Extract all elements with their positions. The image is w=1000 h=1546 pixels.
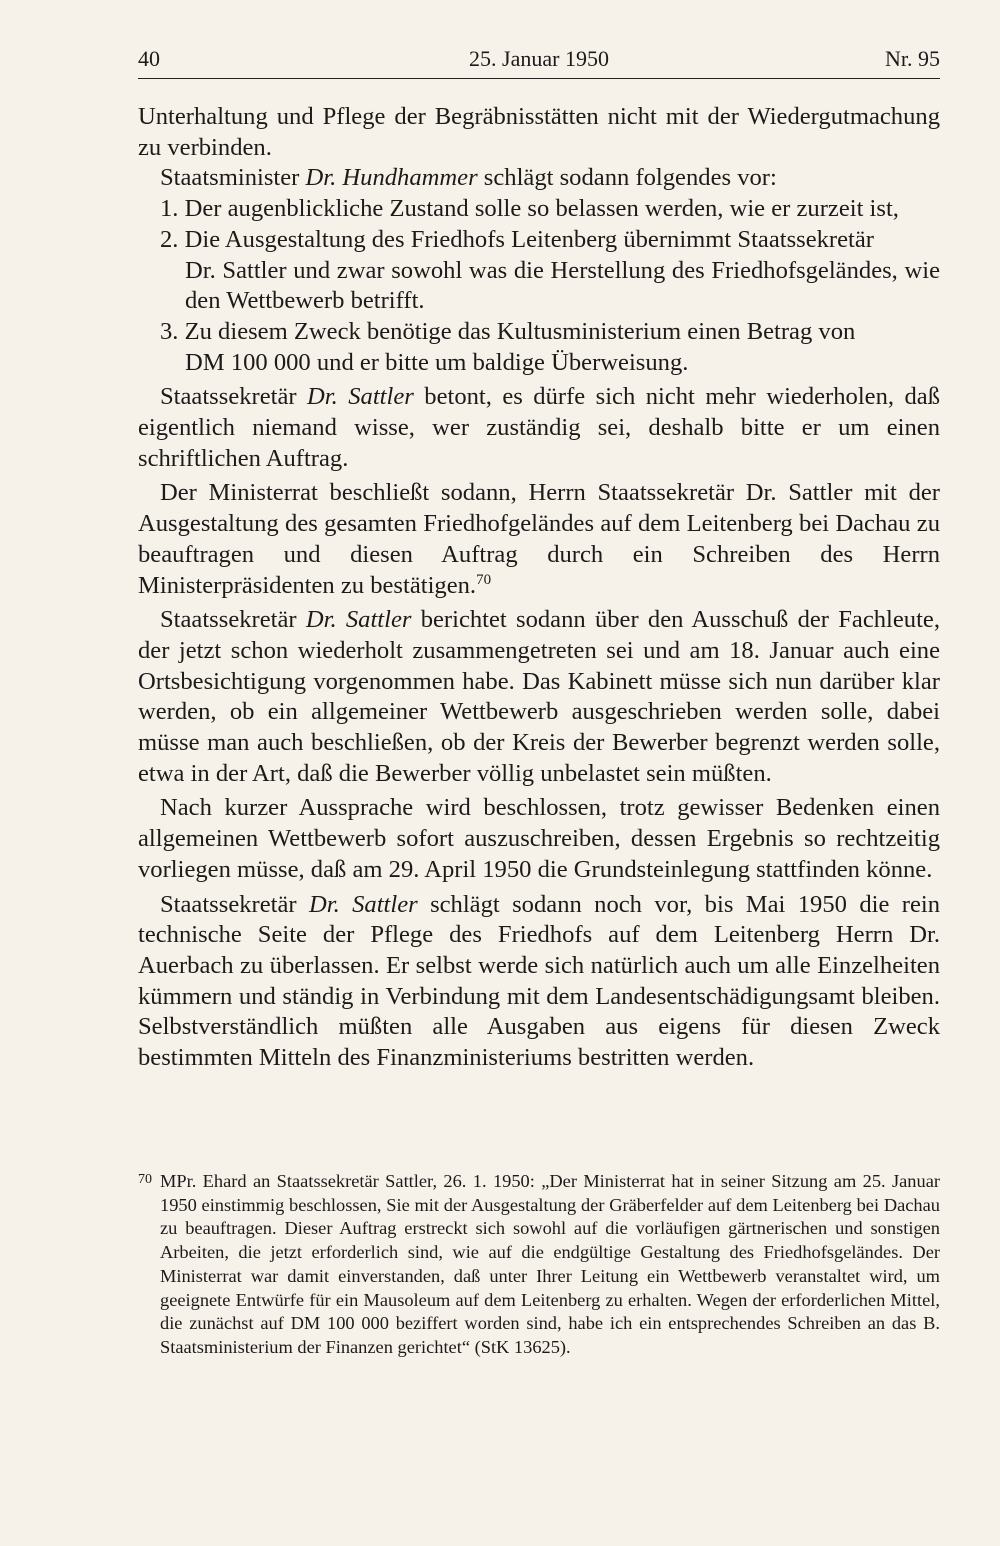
footnote-reference: 70 [476, 571, 492, 588]
speaker-name: Dr. Sattler [305, 606, 412, 634]
footnotes [138, 1170, 940, 1360]
paragraph-2: Staatsminister Dr. Hundhammer schlägt sodann folgendes vor: [160, 164, 777, 192]
speaker-name: Dr. Sattler [308, 890, 418, 918]
header-issue-number: Nr. 95 [885, 46, 940, 71]
footnote-mark: 70 [138, 1172, 152, 1187]
running-header [138, 42, 940, 79]
paragraph-1: Unterhaltung und Pflege der Begräbnisstätten nicht mit der Wiedergutmachung zu verbinden. [138, 103, 940, 161]
list-item-2: 2. Die Ausgestaltung des Friedhofs Leitenberg übernimmt Staatssekretär Dr. Sattler und zwar sowohl was die Herstellung des Friedhofsgeländes, wie den Wettbewerb betrifft. [160, 225, 940, 315]
speaker-name: Dr. Hundhammer [305, 164, 478, 192]
paragraph-3: Staatssekretär Dr. Sattler betont, es dürfe sich nicht mehr wiederholen, daß eigentlich niemand wisse, wer zuständig sei, deshalb bitte er um einen schriftlichen Auftrag. [138, 383, 940, 472]
header-date: 25. Januar 1950 [469, 46, 609, 71]
paragraph-7: Staatssekretär Dr. Sattler schlägt sodann noch vor, bis Mai 1950 die rein technische Seite der Pflege des Friedhofs auf dem Leitenberg Herrn Dr. Auerbach zu überlassen. Er selbst werde sich natürlich auch um alle Einzelheiten kümmern und ständig in Verbindung mit dem Landesentschädigungsamt bleiben. Selbstverständlich müßten alle Ausgaben aus eigens für diesen Zweck bestimmten Mitteln des Finanzministeriums bestritten werden. [138, 890, 940, 1072]
page-number: 40 [138, 46, 160, 71]
footnote-text: MPr. Ehard an Staatssekretär Sattler, 26. 1. 1950: „Der Ministerrat hat in seiner Sitzung am 25. Januar 1950 einstimmig beschlossen, Sie mit der Ausgestaltung der Gräberfelder auf dem Leitenberg bei Dachau zu beauftragen. Dieser Auftrag erstreckt sich sowohl auf die vorläufigen gärtnerischen und sonstigen Arbeiten, die jetzt erforderlich sind, wie auf die endgültige Gestaltung des Friedhofsgeländes. Der Ministerrat war damit einverstanden, daß unter Ihrer Leitung ein Wettbewerb veranstaltet wird, um geeignete Entwürfe für ein Mausoleum auf dem Leitenberg zu erhalten. Wegen der erforderlichen Mittel, die zunächst auf DM 100 000 beziffert worden sind, habe ich ein entsprechendes Schreiben an das B. Staatsministerium der Finanzen gerichtet“ (StK 13625). [160, 1171, 940, 1357]
footnote-70 [138, 1170, 940, 1360]
paragraph-6: Nach kurzer Aussprache wird beschlossen, trotz gewisser Bedenken einen allgemeinen Wettbewerb sofort auszuschreiben, dessen Ergebnis so rechtzeitig vorliegen müsse, daß am 29. April 1950 die Grundsteinlegung stattfinden könne. [138, 794, 940, 883]
list-item-1: 1. Der augenblickliche Zustand solle so belassen werden, wie er zurzeit ist, [160, 195, 899, 223]
speaker-name: Dr. Sattler [307, 383, 414, 411]
main-text [138, 102, 940, 1074]
list-item-3: 3. Zu diesem Zweck benötige das Kultusministerium einen Betrag von DM 100 000 und er bitte um baldige Überweisung. [160, 317, 856, 376]
paragraph-5: Staatssekretär Dr. Sattler berichtet sodann über den Ausschuß der Fachleute, der jetzt schon wiederholt zusammengetreten sei und am 18. Januar auch eine Ortsbesichtigung vorgenommen habe. Das Kabinett müsse sich nun darüber klar werden, ob ein allgemeiner Wettbewerb ausgeschrieben werden solle, dabei müsse man auch beschließen, ob der Kreis der Bewerber begrenzt werden solle, etwa in der Art, daß die Bewerber völlig unbelastet sein müßten. [138, 606, 940, 787]
paragraph-4: Der Ministerrat beschließt sodann, Herrn Staatssekretär Dr. Sattler mit der Ausgestaltung des gesamten Friedhofgeländes auf dem Leitenberg bei Dachau zu beauftragen und diesen Auftrag durch ein Schreiben des Herrn Ministerpräsidenten zu bestätigen.$^{70}$ [138, 479, 940, 599]
